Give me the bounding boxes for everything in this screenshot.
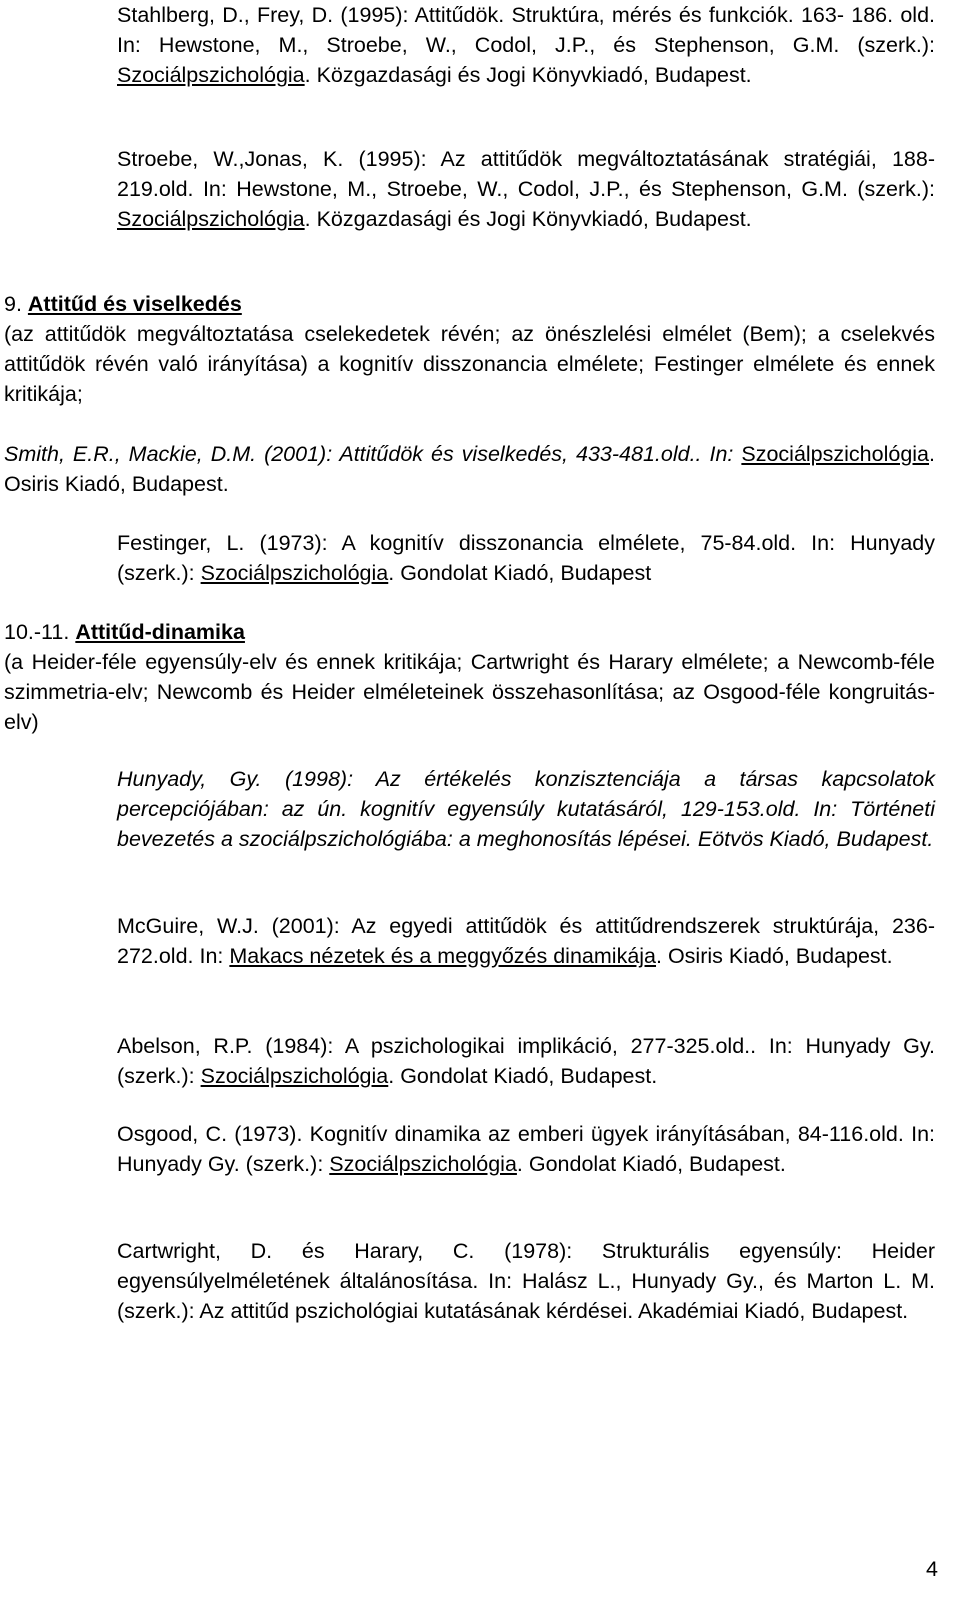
book-title: Szociálpszichológia (329, 1152, 517, 1176)
section-9-heading: 9. Attitűd és viselkedés (4, 292, 242, 316)
section-9-title: Attitűd és viselkedés (27, 292, 242, 316)
reference-smith: Smith, E.R., Mackie, D.M. (2001): Attitűdök és viselkedés, 433-481.old.. In: Szociálpszichológia. Osiris Kiadó, Budapest. (4, 442, 935, 496)
reference-stroebe: Stroebe, W.,Jonas, K. (1995): Az attitűdök megváltoztatásának stratégiái, 188-219.old. In: Hewstone, M., Stroebe, W., Codol, J.P., és Stephenson, G.M. (szerk.): Szociálpszichológia. Közgazdasági és Jogi Könyvkiadó, Budapest. (117, 147, 935, 231)
book-title: Szociálpszichológia (200, 1064, 389, 1088)
book-title: Szociálpszichológia (200, 561, 389, 585)
section-10-11-title: Attitűd-dinamika (75, 620, 245, 644)
reference-stahlberg: Stahlberg, D., Frey, D. (1995): Attitűdök. Struktúra, mérés és funkciók. 163- 186. old. In: Hewstone, M., Stroebe, W., Codol, J.P., és Stephenson, G.M. (szerk.): Szociálpszichológia. Közgazdasági és Jogi Könyvkiadó, Budapest. (117, 3, 935, 87)
section-10-11-description: (a Heider-féle egyensúly-elv és ennek kritikája; Cartwright és Harary elmélete; a Newcomb-féle szimmetria-elv; Newcomb és Heider elméleteinek összehasonlítása; az Osgood-féle kongruitás-elv) (4, 650, 935, 734)
reference-osgood: Osgood, C. (1973). Kognitív dinamika az emberi ügyek irányításában, 84-116.old. In: Hunyady Gy. (szerk.): Szociálpszichológia. Gondolat Kiadó, Budapest. (117, 1122, 935, 1176)
page-number: 4 (926, 1557, 938, 1581)
book-title: Szociálpszichológia (741, 442, 930, 466)
reference-cartwright: Cartwright, D. és Harary, C. (1978): Strukturális egyensúly: Heider egyensúlyelméletének általánosítása. In: Halász L., Hunyady Gy., és Marton L. M. (szerk.): Az attitűd pszichológiai kutatásának kérdései. Akadémiai Kiadó, Budapest. (117, 1239, 935, 1323)
reference-mcguire: McGuire, W.J. (2001): Az egyedi attitűdök és attitűdrendszerek struktúrája, 236-272.old. In: Makacs nézetek és a meggyőzés dinamikája. Osiris Kiadó, Budapest. (117, 914, 935, 968)
book-title: Szociálpszichológia (117, 63, 305, 87)
reference-festinger: Festinger, L. (1973): A kognitív disszonancia elmélete, 75-84.old. In: Hunyady (szerk.): Szociálpszichológia. Gondolat Kiadó, Budapest (117, 531, 935, 585)
reference-abelson: Abelson, R.P. (1984): A pszichologikai implikáció, 277-325.old.. In: Hunyady Gy. (szerk.): Szociálpszichológia. Gondolat Kiadó, Budapest. (117, 1034, 935, 1088)
book-title: Makacs nézetek és a meggyőzés dinamikája (229, 944, 657, 968)
section-10-11-heading: 10.-11. Attitűd-dinamika (4, 620, 245, 644)
book-title: Szociálpszichológia (117, 207, 305, 231)
section-9-description: (az attitűdök megváltoztatása cselekedetek révén; az önészlelési elmélet (Bem); a cselekvés attitűdök révén való irányítása) a kognitív disszonancia elmélete; Festinger elmélete és ennek kritikája; (4, 322, 935, 406)
reference-hunyady: Hunyady, Gy. (1998): Az értékelés konzisztenciája a társas kapcsolatok percepciójában: az ún. kognitív egyensúly kutatásáról, 129-153.old. In: Történeti bevezetés a szociálpszichológiába: a meghonosítás lépései. Eötvös Kiadó, Budapest. (117, 767, 935, 851)
